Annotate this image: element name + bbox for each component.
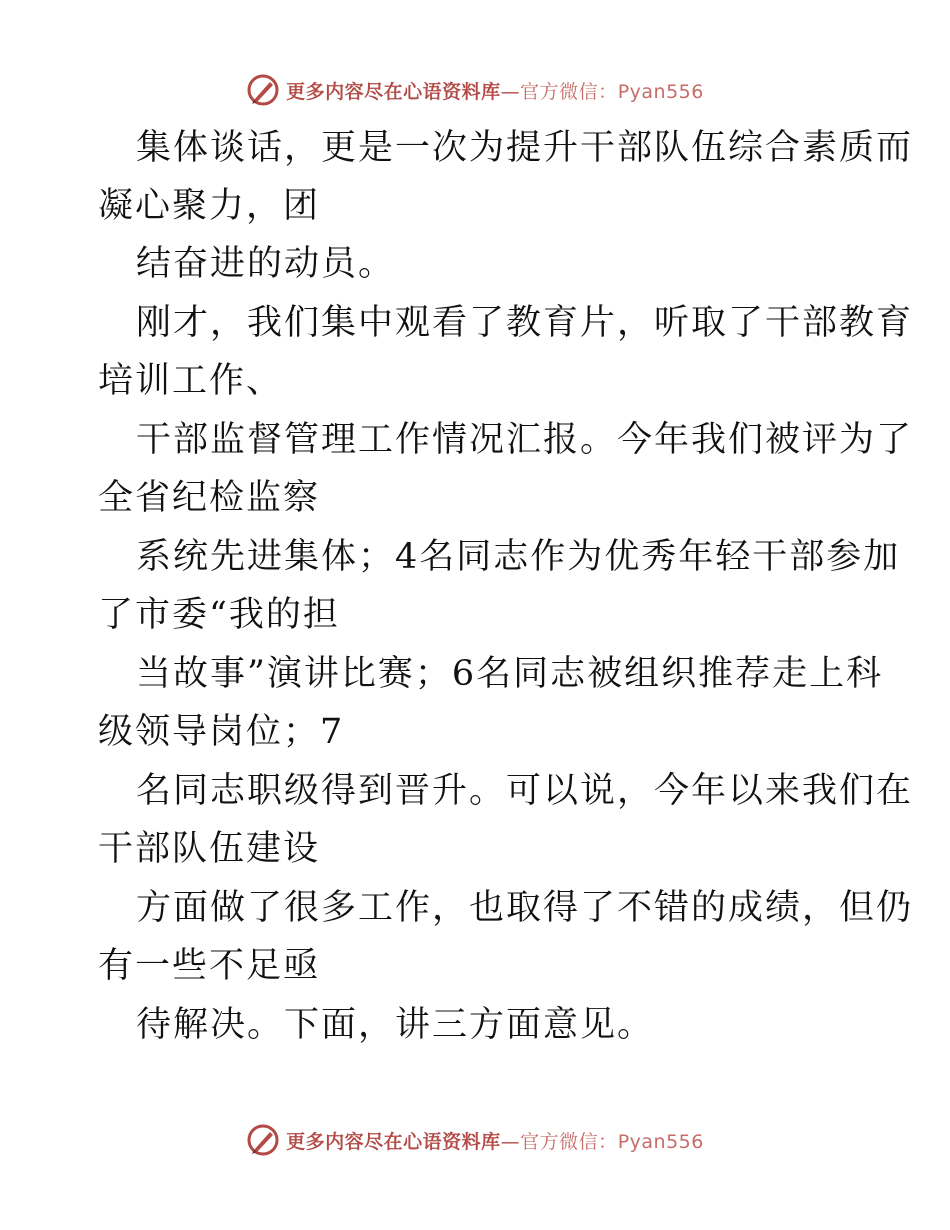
watermark-text bbox=[286, 77, 704, 104]
text-line: 刚才，我们集中观看了教育片，听取了干部教育 bbox=[136, 303, 914, 343]
footer-watermark bbox=[0, 1120, 950, 1160]
text-line: 培训工作、 bbox=[98, 361, 284, 401]
text-line: 了市委“我的担 bbox=[98, 595, 340, 635]
watermark-id: Pyan556 bbox=[617, 80, 704, 103]
watermark-separator: — bbox=[500, 1130, 521, 1153]
text-line: 系统先进集体；4名同志作为优秀年轻干部参加 bbox=[136, 537, 901, 577]
header-watermark bbox=[0, 70, 950, 110]
watermark-id: Pyan556 bbox=[617, 1130, 704, 1153]
text-line: 结奋进的动员。 bbox=[136, 244, 396, 284]
text-line: 凝心聚力，团 bbox=[98, 186, 321, 226]
text-line: 集体谈话，更是一次为提升干部队伍综合素质而 bbox=[136, 128, 914, 168]
watermark-main: 更多内容尽在心语资料库 bbox=[286, 80, 501, 103]
text-line: 有一些不足亟 bbox=[98, 946, 321, 986]
text-line: 方面做了很多工作，也取得了不错的成绩，但仍 bbox=[136, 888, 914, 928]
quill-pen-logo-icon bbox=[246, 73, 280, 107]
text-line: 当故事”演讲比赛；6名同志被组织推荐走上科 bbox=[136, 654, 884, 694]
text-line: 待解决。下面，讲三方面意见。 bbox=[136, 1005, 655, 1045]
text-line: 全省纪检监察 bbox=[98, 478, 321, 518]
watermark-sub: 官方微信： bbox=[520, 80, 618, 103]
watermark-separator: — bbox=[500, 80, 521, 103]
text-line: 干部监督管理工作情况汇报。今年我们被评为了 bbox=[136, 420, 914, 460]
watermark-text bbox=[286, 1127, 704, 1154]
text-line: 干部队伍建设 bbox=[98, 829, 321, 869]
quill-pen-logo-icon bbox=[246, 1123, 280, 1157]
text-line: 名同志职级得到晋升。可以说，今年以来我们在 bbox=[136, 771, 914, 811]
watermark-sub: 官方微信： bbox=[520, 1130, 618, 1153]
watermark-main: 更多内容尽在心语资料库 bbox=[286, 1130, 501, 1153]
text-line: 级领导岗位；7 bbox=[98, 712, 345, 752]
